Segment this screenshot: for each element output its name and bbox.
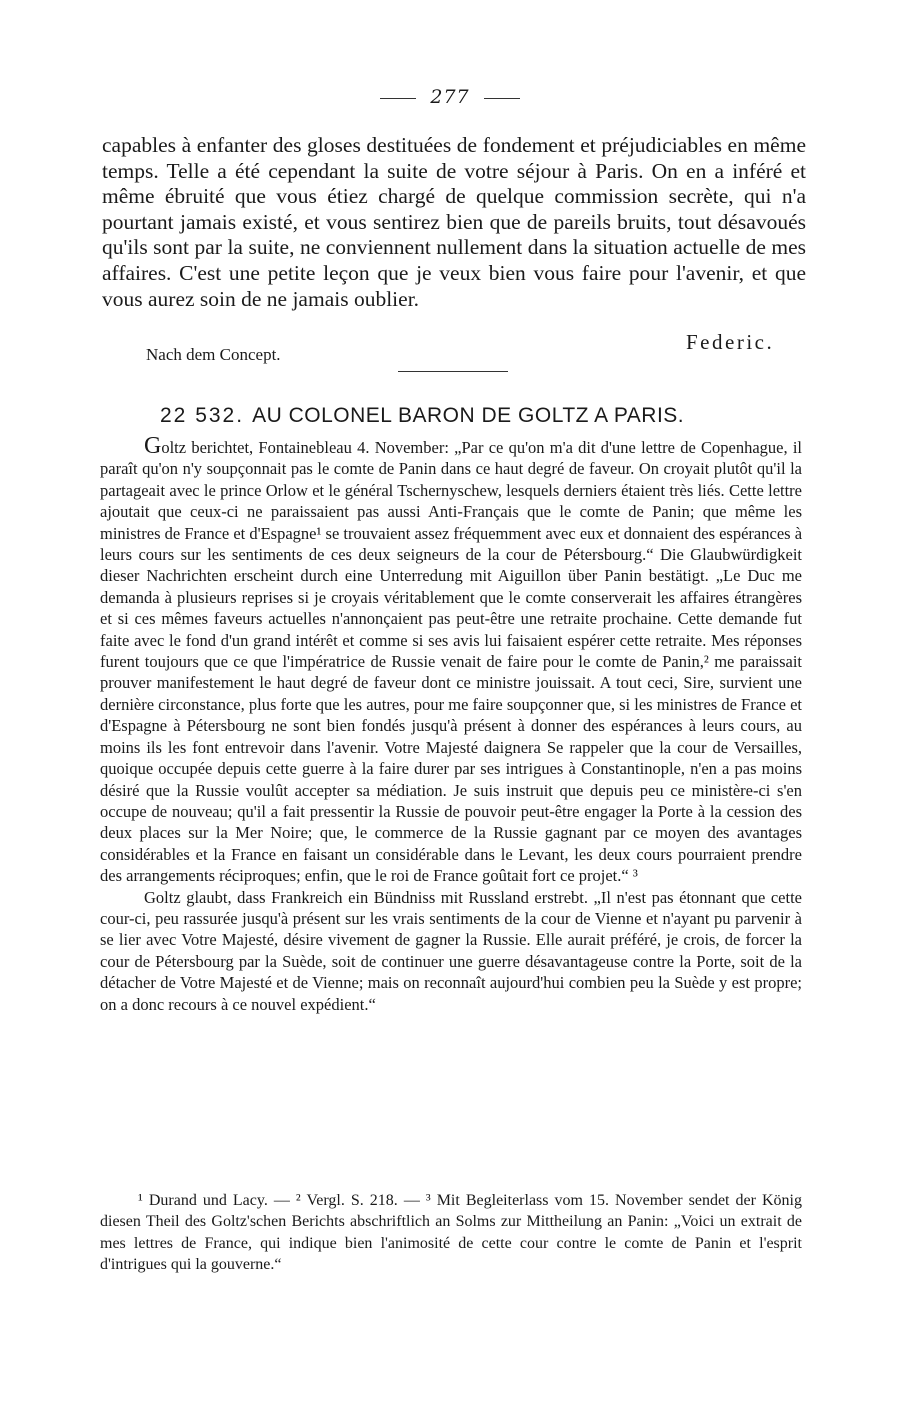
body-paragraph: Goltz glaubt, dass Frankreich ein Bündniss mit Russland erstrebt. „Il n'est pas étonnant que cette cour-ci, peu rassurée jusqu'à présent sur les vrais sentiments de la cour de Vienne et n'ayant pu parvenir à se lier avec Votre Majesté, désire vivement de gagner la Russie. Elle aurait préféré, je crois, de forcer la cour de Pétersbourg par la Suède, soit de continuer une guerre désavantageuse contre la Porte, soit de la détacher de Votre Majesté et de Vienne; mais on reconnaît aujourd'hui combien peu la Suède y est propre; on a donc recours à ce nouvel expédient.“ (100, 887, 802, 1014)
document-body (100, 433, 803, 1015)
page-number-rule-right (484, 98, 520, 99)
paragraph-initial: G (144, 433, 162, 459)
source-note: Nach dem Concept. (146, 345, 281, 364)
section-divider (398, 371, 508, 372)
footnotes: ¹ Durand und Lacy. — ² Vergl. S. 218. — ³ Mit Begleiterlass vom 15. November sendet der König diesen Theil des Goltz'schen Berichts abschriftlich an Solms zur Mittheilung an Panin: „Voici un extrait de mes lettres de France, qui indique bien l'animosité de cette cour contre le comte de Panin et l'esprit d'intrigues qui la gouverne.“ (100, 1192, 802, 1274)
page-number-text: 277 (430, 86, 470, 108)
section-number: 22 532. (160, 404, 245, 427)
letter-signature: Federic. (686, 330, 775, 354)
section-heading (160, 404, 684, 428)
body-paragraph (100, 433, 803, 887)
section-title: AU COLONEL BARON DE GOLTZ A PARIS. (252, 404, 685, 427)
page-number-rule-left (380, 98, 416, 99)
paragraph-text: oltz berichtet, Fontainebleau 4. November: „Par ce qu'on m'a dit d'une lettre de Copenhague, il paraît qu'on n'y soupçonnait pas le comte de Panin dans ce haut degré de faveur. On croyait plutôt qu'il la partageait avec le prince Orlow et le général Tschernyschew, lesquels derniers étaient très liés. Cette lettre ajoutait que ceux-ci ne paraissaient pas aussi Anti-Français que le comte de Panin; que même les ministres de France et d'Espagne¹ se trouvaient assez fréquemment avec eux et donnaient des espérances à leurs cours sur les sentiments de ces deux seigneurs de la cour de Pétersbourg.“ Die Glaubwürdigkeit dieser Nachrichten erscheint durch eine Unterredung mit Aiguillon über Panin bestätigt. „Le Duc me demanda à plusieurs reprises si je croyais véritablement que le comte conserverait les affaires étrangères et si ces mêmes faveurs actuelles n'annonçaient pas peut-être une retraite prochaine. Cette demande fut faite avec le fond d'un grand intérêt et comme si ses avis lui faisaient espérer cette retraite. Mes réponses furent toujours que ce que l'impératrice de Russie venait de faire pour le comte de Panin,² me paraissait prouver manifestement le haut degré de faveur dont ce ministre jouissait. A tout ceci, Sire, survient une dernière circonstance, plus forte que les autres, pour me faire soupçonner que, si les ministres de France et d'Espagne à Pétersbourg ne sont bien fondés jusqu'à présent à donner des espérances à leurs cours, au moins ils les font entrevoir dans l'avenir. Votre Majesté daignera Se rappeler que la cour de Versailles, quoique occupée depuis cette guerre à la faire durer par ses intrigues à Constantinople, n'en a pas moins désiré que la Russie voulût accepter sa médiation. Je suis instruit que depuis peu ce ministère-ci s'en occupe de nouveau; qu'il a fait pressentir la Russie de pouvoir peut-être engager la Porte à la cession des deux places sur la Mer Noire; que, le commerce de la Russie gagnant par ce moyen des avantages considérables et la France en faisant un considérable dans le Levant, les deux cours pourraient prendre des arrangements réciproques; enfin, que le roi de France goûtait fort ce projet.“ ³ (100, 438, 803, 886)
page-number (0, 86, 900, 108)
letter-continuation: capables à enfanter des gloses destituées de fondement et préjudiciables en même temps. Telle a été cependant la suite de votre séjour à Paris. On en a inféré et même ébruité que vous étiez chargé de quelque commission secrète, qui n'a pourtant jamais existé, et vous sentirez bien que de pareils bruits, tout désavoués qu'ils sont par la suite, ne conviennent nullement dans la situation actuelle de mes affaires. C'est une petite leçon que je veux bien vous faire pour l'avenir, et que vous aurez soin de ne jamais oublier. (102, 133, 806, 311)
